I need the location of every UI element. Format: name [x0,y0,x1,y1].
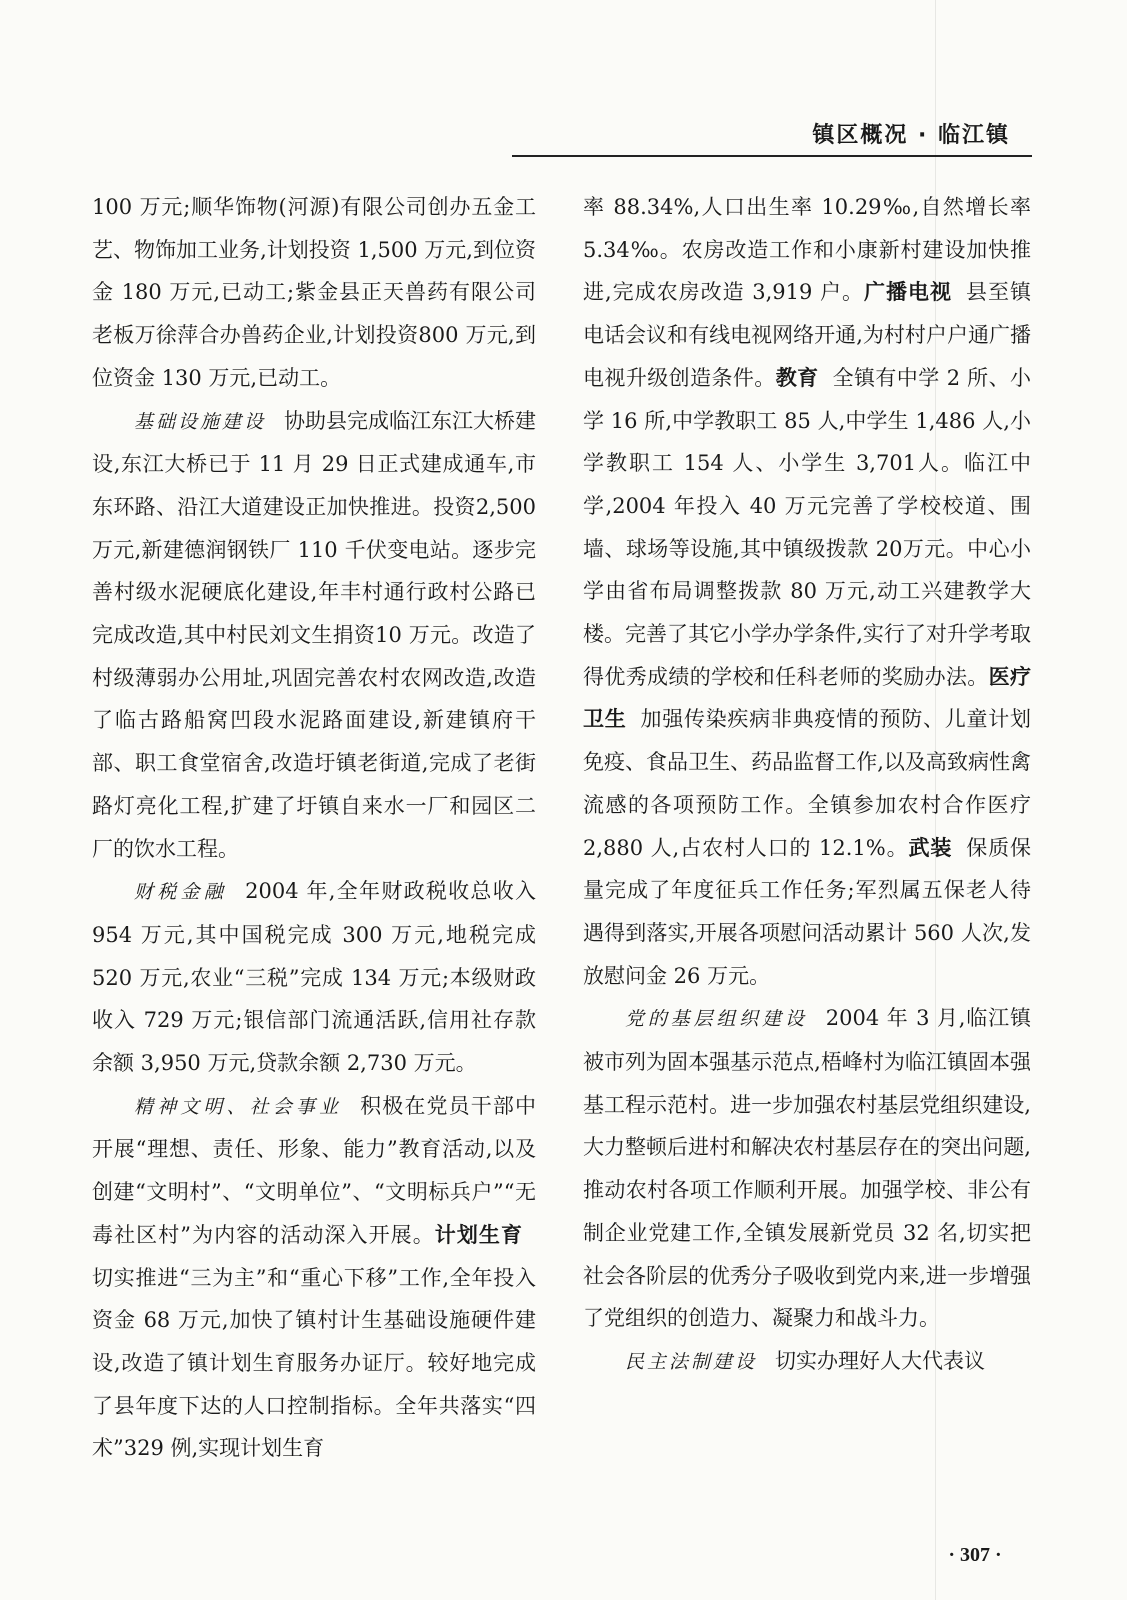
section-heading: 民主法制建设 [625,1350,758,1373]
paragraph: 财税金融 2004 年,全年财政税收总收入954 万元,其中国税完成 300 万元,地税完成520 万元,农业“三税”完成 134 万元;本级财政收入 729 万元;银信部门流通活跃,信用社存款余额 3,950 万元,贷款余额 2,730 万元。 [92,879,536,1076]
paragraph: 率 88.34%,人口出生率 10.29‰,自然增长率5.34‰。农房改造工作和小康新村建设加快推进,完成农房改造 3,919 户。广播电视 县至镇电话会议和有线电视网络开通,为村村户户通广播电视升级创造条件。教育 全镇有中学 2 所、小学 16 所,中学教职工 85 人,中学生 1,486 人,小学教职工 154 人、小学生 3,701人。临江中学,2004 年投入 40 万元完善了学校校道、围墙、球场等设施,其中镇级拨款 20万元。中心小学由省布局调整拨款 80 万元,动工兴建教学大楼。完善了其它小学办学条件,实行了对升学考取得优秀成绩的学校和任科老师的奖励办法。医疗卫生 加强传染疾病非典疫情的预防、儿童计划免疫、食品卫生、药品监督工作,以及高致病性禽流感的各项预防工作。全镇参加农村合作医疗 2,880 人,占农村人口的 12.1%。武装 保质保量完成了年度征兵工作任务;军烈属五保老人待遇得到落实,开展各项慰问活动累计 560 人次,发放慰问金 26 万元。 [583,195,1032,988]
keyword: 武装 [908,835,953,860]
section-heading: 党的基层组织建设 [625,1008,808,1031]
keyword: 广播电视 [864,280,953,305]
paragraph: 100 万元;顺华饰物(河源)有限公司创办五金工艺、物饰加工业务,计划投资 1,500 万元,到位资金 180 万元,已动工;紫金县正天兽药有限公司老板万徐萍合办兽药企业,计划投资800 万元,到位资金 130 万元,已动工。 [92,195,536,390]
running-header: 镇区概况 · 临江镇 [812,123,1010,148]
paragraph: 基础设施建设 协助县完成临江东江大桥建设,东江大桥已于 11 月 29 日正式建成通车,市东环路、沿江大道建设正加快推进。投资2,500 万元,新建德润钢铁厂 110 千伏变电站。逐步完善村级水泥硬底化建设,年丰村通行政村公路已完成改造,其中村民刘文生捐资10 万元。改造了村级薄弱办公用址,巩固完善农村农网改造,改造了临古路船窝凹段水泥路面建设,新建镇府干部、职工食堂宿舍,改造圩镇老街道,完成了老街路灯亮化工程,扩建了圩镇自来水一厂和园区二厂的饮水工程。 [92,408,537,861]
paragraph: 民主法制建设 切实办理好人大代表议 [625,1348,986,1373]
right-column [583,186,1031,1384]
keyword: 教育 [775,365,819,390]
section-heading: 财税金融 [134,881,228,904]
header-rule [512,155,1032,157]
section-heading: 精神文明、社会事业 [134,1095,343,1118]
page-number: · 307 · [948,1544,1002,1566]
paragraph: 精神文明、社会事业 积极在党员干部中开展“理想、责任、形象、能力”教育活动,以及创建“文明村”、“文明单位”、“文明标兵户”“无毒社区村”为内容的活动深入开展。计划生育切实推进“三为主”和“重心下移”工作,全年投入资金 68 万元,加快了镇村计生基础设施硬件建设,改造了镇计划生育服务办证厅。较好地完成了县年度下达的人口控制指标。全年共落实“四术”329 例,实现计划生育 [92,1093,536,1461]
left-column [92,186,536,1470]
paragraph: 党的基层组织建设 2004 年 3 月,临江镇被市列为固本强基示范点,梧峰村为临江镇固本强基工程示范村。进一步加强农村基层党组织建设,大力整顿后进村和解决农村基层存在的突出问题,推动农村各项工作顺利开展。加强学校、非公有制企业党建工作,全镇发展新党员 32 名,切实把社会各阶层的优秀分子吸收到党内来,进一步增强了党组织的创造力、凝聚力和战斗力。 [583,1006,1031,1331]
keyword: 计划生育 [434,1222,522,1247]
section-heading: 基础设施建设 [134,410,267,433]
keyword: 医疗卫生 [583,664,1032,732]
